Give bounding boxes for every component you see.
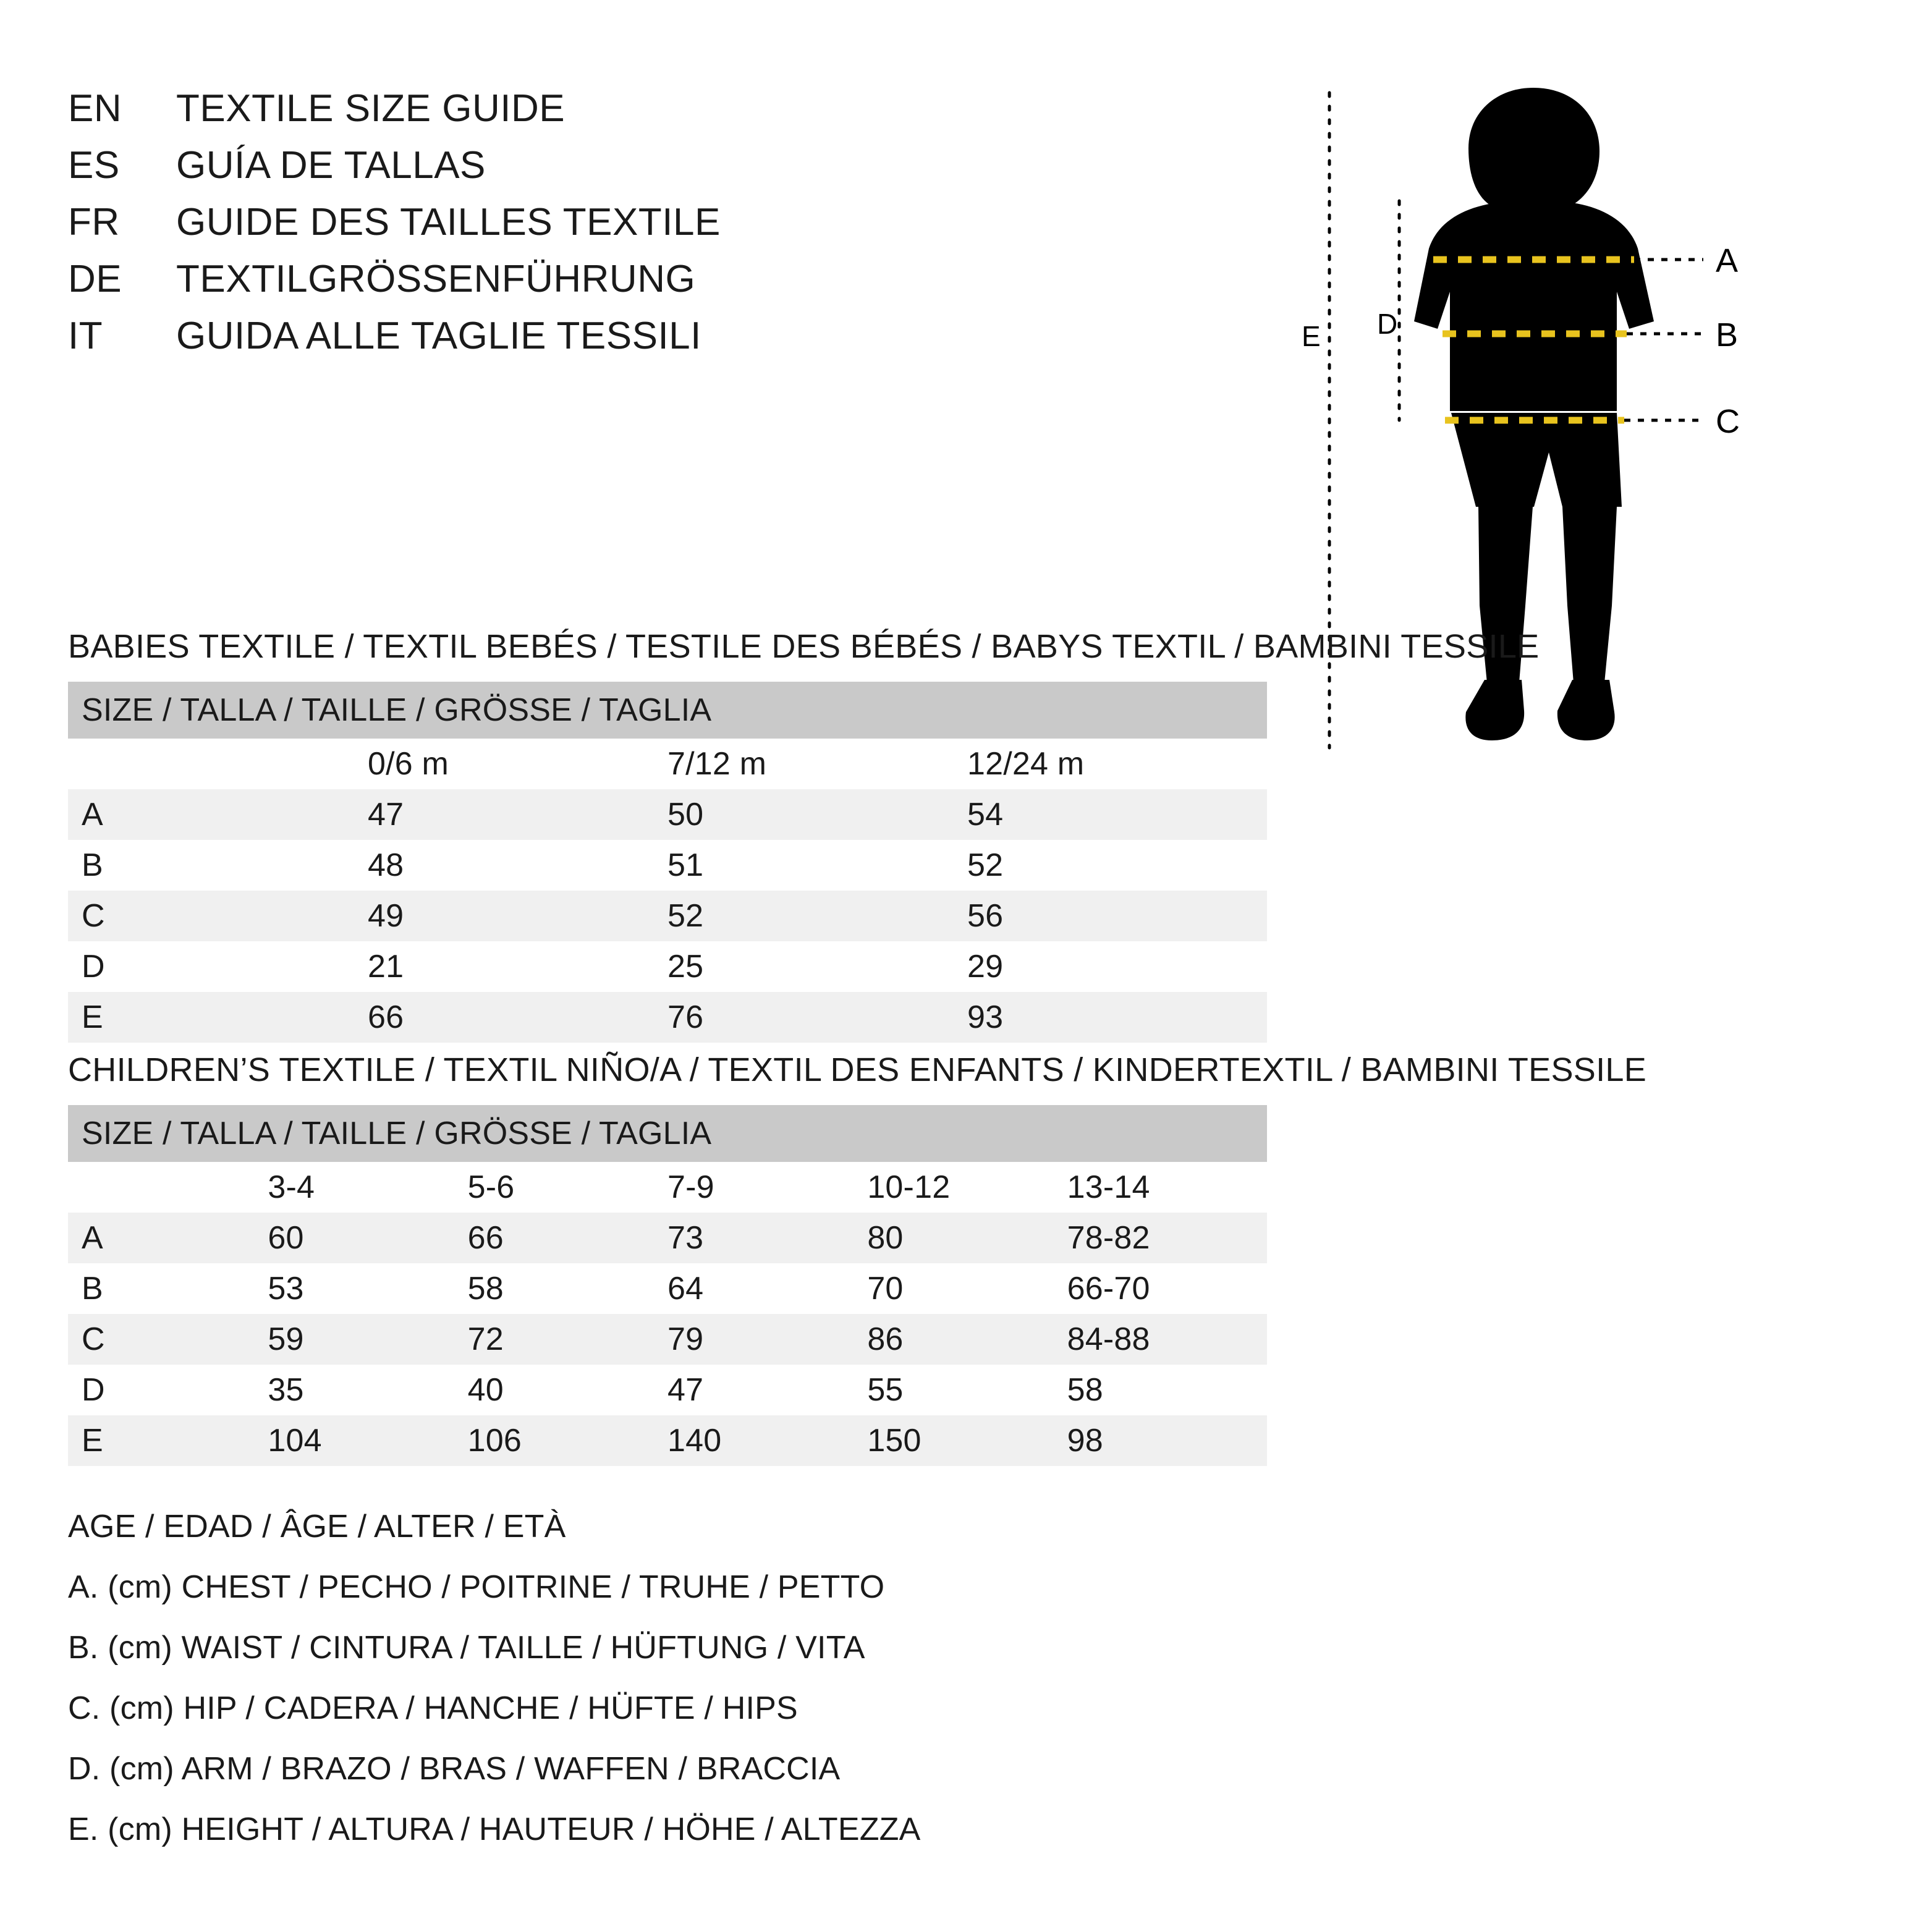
babies-band-label: SIZE / TALLA / TAILLE / GRÖSSE / TAGLIA xyxy=(68,682,1267,739)
table-row xyxy=(68,891,1267,941)
babies-row-label-b: B xyxy=(68,840,368,891)
children-d-0: 35 xyxy=(268,1365,467,1415)
language-code-it: IT xyxy=(68,315,103,357)
children-column-header-row xyxy=(68,1162,1267,1213)
children-band-row xyxy=(68,1105,1267,1162)
children-e-3: 150 xyxy=(867,1415,1067,1466)
children-b-0: 53 xyxy=(268,1263,467,1314)
babies-col-header-1: 0/6 m xyxy=(368,739,667,789)
children-a-0: 60 xyxy=(268,1213,467,1263)
children-row-label-a: A xyxy=(68,1213,268,1263)
children-col-header-1: 3-4 xyxy=(268,1162,467,1213)
babies-row-label-d: D xyxy=(68,941,368,992)
children-size-table xyxy=(68,1105,1267,1466)
table-row xyxy=(68,941,1267,992)
children-e-0: 104 xyxy=(268,1415,467,1466)
babies-a-1: 50 xyxy=(667,789,967,840)
children-b-1: 58 xyxy=(468,1263,667,1314)
babies-column-header-row xyxy=(68,739,1267,789)
table-row xyxy=(68,1415,1267,1466)
language-row-fr xyxy=(68,200,1119,257)
language-title-fr: GUIDE DES TAILLES TEXTILE xyxy=(176,201,721,244)
children-col-header-2: 5-6 xyxy=(468,1162,667,1213)
measurement-legend xyxy=(68,1508,921,1871)
children-b-2: 64 xyxy=(667,1263,867,1314)
babies-c-0: 49 xyxy=(368,891,667,941)
language-code-en: EN xyxy=(68,87,122,130)
table-row xyxy=(68,1314,1267,1365)
babies-b-0: 48 xyxy=(368,840,667,891)
language-header xyxy=(68,87,1119,371)
babies-col-header-2: 7/12 m xyxy=(667,739,967,789)
children-a-2: 73 xyxy=(667,1213,867,1263)
language-title-it: GUIDA ALLE TAGLIE TESSILI xyxy=(176,315,701,357)
children-row-label-d: D xyxy=(68,1365,268,1415)
children-row-label-b: B xyxy=(68,1263,268,1314)
babies-b-1: 51 xyxy=(667,840,967,891)
language-row-en xyxy=(68,87,1119,143)
label-e: E xyxy=(1302,320,1321,352)
table-row xyxy=(68,1213,1267,1263)
language-row-de xyxy=(68,257,1119,314)
babies-a-2: 54 xyxy=(967,789,1267,840)
babies-d-1: 25 xyxy=(667,941,967,992)
table-row xyxy=(68,840,1267,891)
table-row xyxy=(68,1365,1267,1415)
children-d-4: 58 xyxy=(1067,1365,1267,1415)
children-d-2: 47 xyxy=(667,1365,867,1415)
legend-item-c: C. (cm) HIP / CADERA / HANCHE / HÜFTE / HIPS xyxy=(68,1690,798,1726)
babies-c-1: 52 xyxy=(667,891,967,941)
label-c: C xyxy=(1716,403,1740,440)
children-c-4: 84-88 xyxy=(1067,1314,1267,1365)
children-b-3: 70 xyxy=(867,1263,1067,1314)
babies-d-2: 29 xyxy=(967,941,1267,992)
language-code-fr: FR xyxy=(68,201,120,244)
legend-item-b: B. (cm) WAIST / CINTURA / TAILLE / HÜFTUNG / VITA xyxy=(68,1630,865,1666)
babies-c-2: 56 xyxy=(967,891,1267,941)
babies-row-label-e: E xyxy=(68,992,368,1043)
babies-section-title: BABIES TEXTILE / TEXTIL BEBÉS / TESTILE DES BÉBÉS / BABYS TEXTIL / BAMBINI TESSILE xyxy=(68,628,1540,665)
children-section xyxy=(68,1051,1646,1466)
babies-band-row xyxy=(68,682,1267,739)
children-col-header-blank xyxy=(68,1162,268,1213)
label-a: A xyxy=(1716,242,1739,279)
legend-item-e: E. (cm) HEIGHT / ALTURA / HAUTEUR / HÖHE / ALTEZZA xyxy=(68,1811,921,1847)
table-row xyxy=(68,992,1267,1043)
table-row xyxy=(68,789,1267,840)
children-row-label-c: C xyxy=(68,1314,268,1365)
language-row-it xyxy=(68,314,1119,371)
babies-a-0: 47 xyxy=(368,789,667,840)
children-a-4: 78-82 xyxy=(1067,1213,1267,1263)
children-col-header-3: 7-9 xyxy=(667,1162,867,1213)
legend-item-d: D. (cm) ARM / BRAZO / BRAS / WAFFEN / BRACCIA xyxy=(68,1751,841,1787)
babies-row-label-c: C xyxy=(68,891,368,941)
legend-item-a: A. (cm) CHEST / PECHO / POITRINE / TRUHE / PETTO xyxy=(68,1569,885,1605)
children-d-3: 55 xyxy=(867,1365,1067,1415)
language-title-de: TEXTILGRÖSSENFÜHRUNG xyxy=(176,258,696,300)
babies-section xyxy=(68,627,1539,1043)
language-row-es xyxy=(68,143,1119,200)
children-b-4: 66-70 xyxy=(1067,1263,1267,1314)
babies-col-header-blank xyxy=(68,739,368,789)
babies-col-header-3: 12/24 m xyxy=(967,739,1267,789)
children-col-header-4: 10-12 xyxy=(867,1162,1067,1213)
children-e-1: 106 xyxy=(468,1415,667,1466)
children-c-3: 86 xyxy=(867,1314,1067,1365)
language-code-es: ES xyxy=(68,144,120,187)
babies-e-0: 66 xyxy=(368,992,667,1043)
children-c-0: 59 xyxy=(268,1314,467,1365)
children-band-label: SIZE / TALLA / TAILLE / GRÖSSE / TAGLIA xyxy=(68,1105,1267,1162)
children-e-2: 140 xyxy=(667,1415,867,1466)
babies-row-label-a: A xyxy=(68,789,368,840)
label-b: B xyxy=(1716,316,1739,354)
babies-size-table xyxy=(68,682,1267,1043)
babies-e-1: 76 xyxy=(667,992,967,1043)
children-c-2: 79 xyxy=(667,1314,867,1365)
children-a-1: 66 xyxy=(468,1213,667,1263)
children-e-4: 98 xyxy=(1067,1415,1267,1466)
language-title-en: TEXTILE SIZE GUIDE xyxy=(176,87,566,130)
table-row xyxy=(68,1263,1267,1314)
children-d-1: 40 xyxy=(468,1365,667,1415)
language-code-de: DE xyxy=(68,258,122,300)
babies-e-2: 93 xyxy=(967,992,1267,1043)
children-c-1: 72 xyxy=(468,1314,667,1365)
children-a-3: 80 xyxy=(867,1213,1067,1263)
legend-heading: AGE / EDAD / ÂGE / ALTER / ETÀ xyxy=(68,1509,566,1544)
children-row-label-e: E xyxy=(68,1415,268,1466)
children-col-header-5: 13-14 xyxy=(1067,1162,1267,1213)
babies-d-0: 21 xyxy=(368,941,667,992)
language-title-es: GUÍA DE TALLAS xyxy=(176,144,486,187)
children-section-title: CHILDREN’S TEXTILE / TEXTIL NIÑO/A / TEXTIL DES ENFANTS / KINDERTEXTIL / BAMBINI TESSILE xyxy=(68,1051,1647,1088)
babies-b-2: 52 xyxy=(967,840,1267,891)
label-d: D xyxy=(1377,308,1398,340)
